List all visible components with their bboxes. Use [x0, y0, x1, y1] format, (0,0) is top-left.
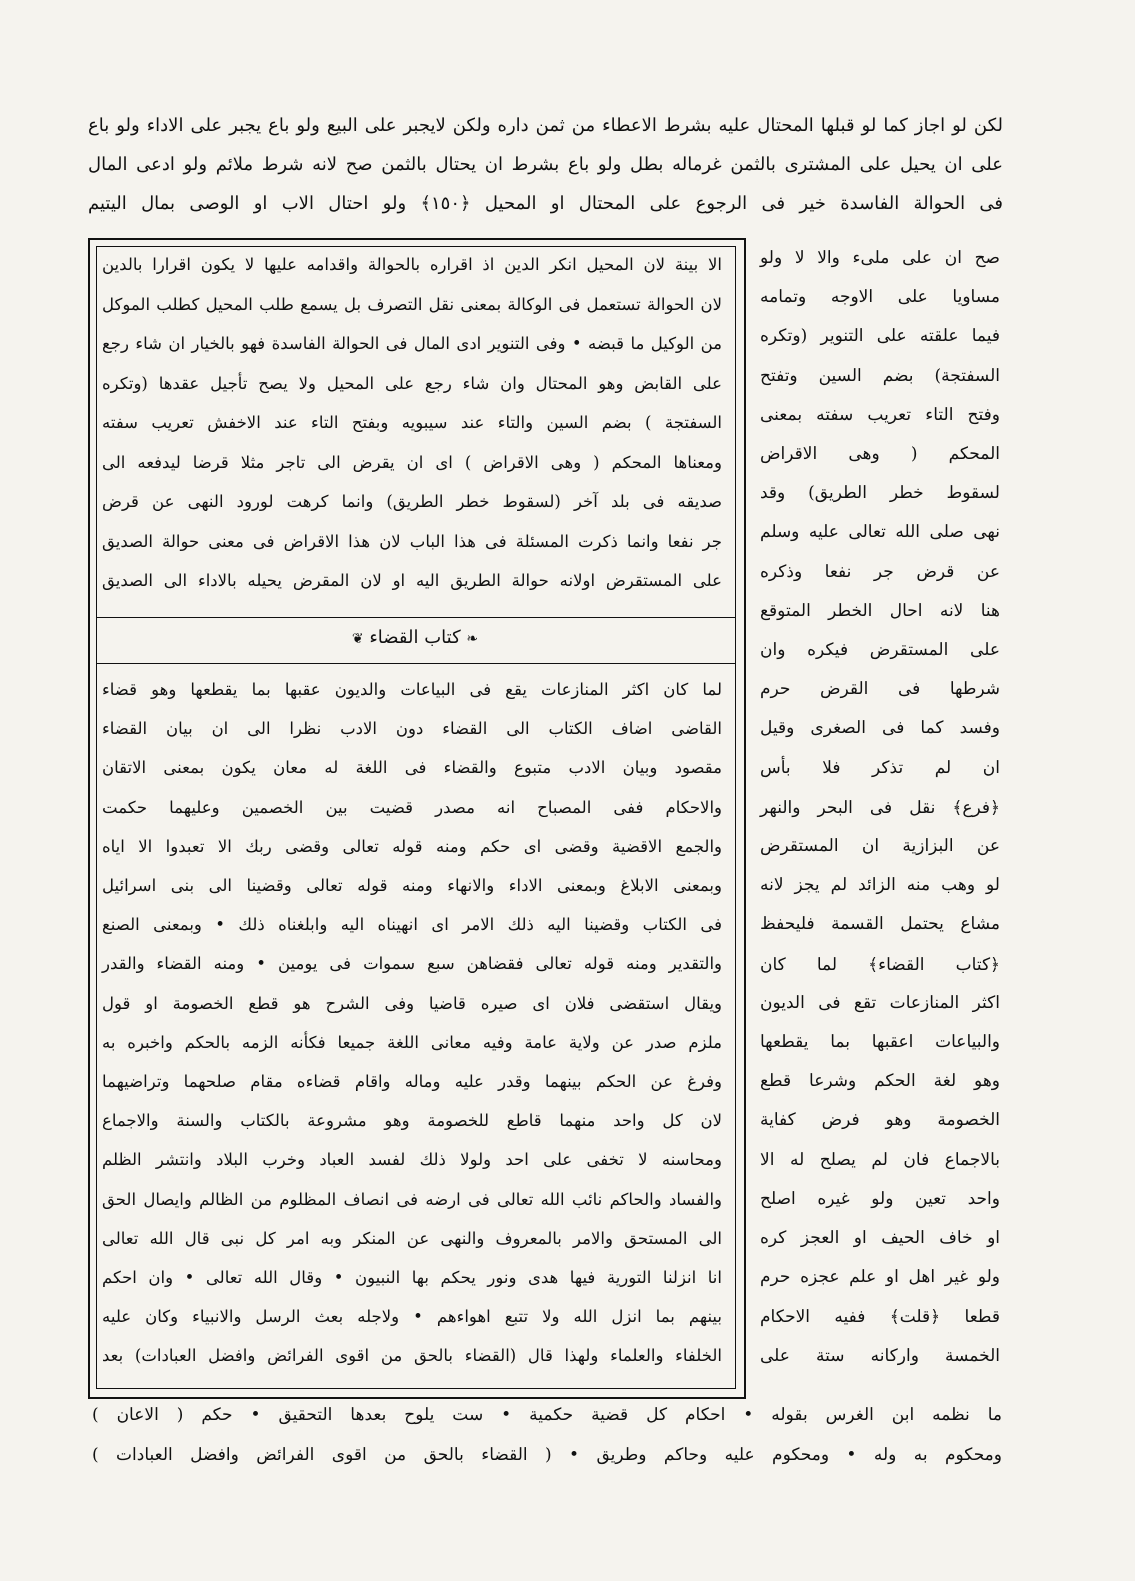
margin-note-line: عن البزازية ان المستقرض [760, 836, 1000, 856]
margin-note-line: او خاف الحيف او العجز كره [760, 1228, 1000, 1248]
margin-note-line: عن قرض جر نفعا وذكره [760, 561, 1000, 582]
chapter-text-line: لان كل واحد منهما قاطع للخصومة وهو مشروعة بالكتاب والسنة والاجماع [102, 1111, 722, 1131]
chapter-text-line: القاضى اضاف الكتاب الى القضاء دون الادب نظرا الى ان بيان القضاء [102, 719, 722, 739]
margin-note-line: هنا لانه احال الخطر المتوقع [760, 600, 1000, 621]
margin-note-line: وفتح التاء تعريب سفته بمعنى [760, 404, 1000, 425]
top-text-line: على ان يحيل على المشترى بالثمن غرماله بطل ولو باع بشرط ان يحتال بالثمن صح لانه شرط ملائم ولو ادعى المال [88, 154, 1003, 175]
footer-text-line: ومحكوم به وله • ومحكوم عليه وحاكم وطريق • ( القضاء بالحق من اقوى الفرائض وافضل العبادات ) [92, 1445, 1002, 1465]
margin-note-line: وفسد كما فى الصغرى وقيل [760, 718, 1000, 739]
top-text-line: لكن لو اجاز كما لو قبلها المحتال عليه بشرط الاعطاء من ثمن داره ولكن لايجبر على البيع ولو باع يجبر على الاداء ولو باع [88, 115, 1004, 136]
top-text-line: فى الحوالة الفاسدة خير فى الرجوع على المحتال او المحيل ﴿١٥٠﴾ ولو احتال الاب او الوصى بمال اليتيم [88, 193, 1003, 214]
heading-rule-bottom [96, 663, 736, 664]
heading-ornament-right: ❧ [466, 631, 479, 647]
margin-note-line: مساويا على الاوجه وتمامه [760, 287, 1000, 308]
commentary-text-line: الا بينة لان المحيل انكر الدين اذ اقراره بالحوالة واقدامه عليها لا يكون اقرارا بالدين [102, 255, 722, 274]
margin-note-line: فيما علقته على التنوير (وتكره [760, 326, 1000, 347]
commentary-text-line: على المستقرض اولانه حوالة الطريق اليه او لان المقرض يحيله بالاداء الى الصديق [102, 571, 722, 590]
margin-note-line: ﴿فرع﴾ نقل فى البحر والنهر [760, 797, 1000, 818]
margin-note-line: السفتجة) بضم السين وتفتح [760, 365, 1000, 386]
commentary-text-line: على القابض وهو المحتال وان شاء رجع على المحيل ولا يصح تأجيل عقدها (وتكره [102, 373, 722, 393]
chapter-text-line: بينهم بما انزل الله ولا تتبع اهواءهم • ولاجله بعث الرسل والانبياء وكان عليه [102, 1307, 722, 1327]
margin-note-line: والبياعات اعقبها بما يقطعها [760, 1032, 1000, 1052]
commentary-text-line: صديقه فى بلد آخر (لسقوط خطر الطريق) وانما كرهت لورود النهى عن قرض [102, 492, 722, 511]
heading-ornament-left: ❦ [351, 631, 364, 647]
margin-note-line: الخمسة واركانه ستة على [760, 1345, 1000, 1366]
commentary-text-line: السفتجة ) بضم السين والتاء عند سيبويه وبفتح التاء عند الاخفش تعريب سفته [102, 413, 722, 432]
chapter-text-line: لما كان اكثر المنازعات يقع فى البياعات والديون عقبها بما يقطعها وهو قضاء [102, 680, 722, 699]
margin-note-line: نهى صلى الله تعالى عليه وسلم [760, 522, 1000, 543]
margin-note-line: ان لم تذكر فلا بأس [760, 757, 1000, 778]
margin-note-line: المحكم ( وهى الاقراض [760, 444, 1000, 464]
margin-note-line: شرطها فى القرض حرم [760, 679, 1000, 700]
commentary-text-line: جر نفعا وانما ذكرت المسئلة فى هذا الباب لان هذا الاقراض فى معنى حوالة الصديق [102, 531, 722, 551]
chapter-text-line: مقصود وبيان الادب متبوع والقضاء فى اللغة له معان يكون بمعنى الاتقان [102, 758, 722, 778]
chapter-text-line: والجمع الاقضية وقضى اى حكم ومنه قوله تعالى وقضى ربك الا تعبدوا الا اياه [102, 836, 722, 856]
chapter-text-line: ملزم صدر عن ولاية عامة وفيه معانى اللغة جميعا فكأنه الزمه بالحكم واخبره به [102, 1032, 722, 1052]
chapter-text-line: والتقدير ومنه قوله تعالى فقضاهن سبع سموات فى يومين • ومنه القضاء والقدر [102, 954, 722, 974]
chapter-text-line: انا انزلنا التورية فيها هدى ونور يحكم بها النبيون • وقال الله تعالى • وان احكم [102, 1268, 722, 1287]
margin-note-line: قطعا ﴿قلت﴾ ففيه الاحكام [760, 1307, 1000, 1328]
chapter-text-line: ومحاسنه لا تخفى على احد ولولا ذلك لفسد العباد وخرب البلاد وانتشر الظلم [102, 1150, 722, 1170]
footer-text-line: ما نظمه ابن الغرس بقوله • احكام كل قضية حكمية • ست يلوح بعدها التحقيق • حكم ( الاعان ) [92, 1405, 1002, 1425]
margin-note-line: ﴿كتاب القضاء﴾ لما كان [760, 954, 1000, 975]
margin-note-line: صح ان على ملىء والا لا ولو [760, 248, 1000, 268]
chapter-text-line: الخلفاء والعلماء ولهذا قال (القضاء بالحق من اقوى الفرائض وافضل العبادات) بعد [102, 1346, 722, 1366]
chapter-text-line: ويقال استقضى فلان اى صيره قاضيا وفى الشرح هو قطع الخصومة او قول [102, 993, 722, 1013]
margin-note-line: على المستقرض فيكره وان [760, 640, 1000, 660]
chapter-text-line: وفرغ عن الحكم بينهما وقدر عليه وماله واقام قضاءه مقام صلحهما وتراضيهما [102, 1072, 722, 1091]
margin-note-line: الخصومة وهو فرض كفاية [760, 1110, 1000, 1131]
margin-note-line: لو وهب منه الزائد لم يجز لانه [760, 875, 1000, 896]
margin-note-line: ولو غير اهل او علم عجزه حرم [760, 1267, 1000, 1288]
chapter-text-line: فى الكتاب وقضينا اليه ذلك الامر اى انهيناه اليه وابلغناه ذلك • وبمعنى الصنع [102, 915, 722, 935]
margin-note-line: واحد تعين ولو غيره اصلح [760, 1188, 1000, 1209]
margin-note-line: مشاع يحتمل القسمة فليحفظ [760, 914, 1000, 935]
margin-note-line: لسقوط خطر الطريق) وقد [760, 483, 1000, 504]
commentary-text-line: لان الحوالة تستعمل فى الوكالة بمعنى نقل التصرف بل يسمع طلب المحيل كطلب الموكل [102, 294, 722, 314]
commentary-text-line: ومعناها المحكم ( وهى الاقراض ) اى ان يقرض الى تاجر مثلا قرضا ليدفعه الى [102, 452, 722, 472]
chapter-text-line: وبمعنى الابلاغ وبمعنى الاداء والانهاء ومنه قوله تعالى وقضينا الى بنى اسرائيل [102, 876, 722, 895]
commentary-text-line: من الوكيل ما قبضه • وفى التنوير ادى المال فى الحوالة الفاسدة فهو بالخيار ان شاء رجع [102, 334, 722, 353]
chapter-heading: ❧ كتاب القضاء ❦ [351, 627, 479, 648]
margin-note-line: اكثر المنازعات تقع فى الديون [760, 992, 1000, 1013]
margin-note-line: وهو لغة الحكم وشرعا قطع [760, 1071, 1000, 1092]
chapter-text-line: الى المستحق والامر بالمعروف والنهى عن المنكر وبه امر كل نبى قال الله تعالى [102, 1228, 722, 1248]
heading-rule-top [96, 617, 736, 618]
chapter-text-line: والفساد والحاكم نائب الله تعالى فى ارضه فى انصاف المظلوم من الظالم وايصال الحق [102, 1189, 722, 1209]
margin-note-line: بالاجماع فان لم يصلح له الا [760, 1149, 1000, 1170]
chapter-text-line: والاحكام ففى المصباح انه مصدر قضيت بين الخصمين وعليهما حكمت [102, 797, 722, 817]
